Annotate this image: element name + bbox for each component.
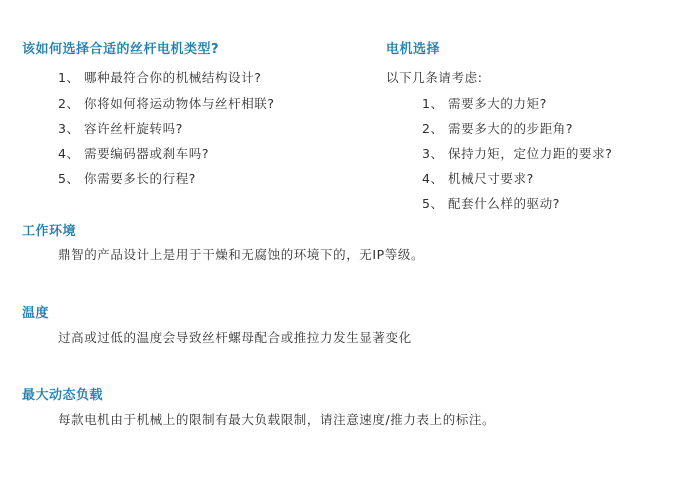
list-item	[58, 94, 275, 112]
list-item-text: 保持力矩，定位力距的要求?	[448, 146, 613, 161]
list-item-number: 3、	[422, 146, 444, 161]
list-item-number: 2、	[58, 96, 80, 111]
list-item-text: 需要多大的的步距角?	[448, 121, 574, 136]
list-item	[422, 94, 547, 112]
list-item-text: 容许丝杆旋转吗?	[84, 121, 183, 136]
list-item-number: 2、	[422, 121, 444, 136]
list-item-number: 4、	[58, 146, 80, 161]
list-item	[58, 144, 209, 162]
temperature-text: 过高或过低的温度会导致丝杆螺母配合或推拉力发生显著变化	[58, 330, 412, 345]
list-item-number: 1、	[422, 96, 444, 111]
max-load-text: 每款电机由于机械上的限制有最大负载限制，请注意速度/推力表上的标注。	[58, 412, 496, 427]
motor-selection-heading: 电机选择	[386, 42, 441, 57]
list-item-text: 需要多大的力矩?	[448, 96, 547, 111]
list-item	[422, 194, 560, 212]
list-item-text: 你需要多长的行程?	[84, 171, 197, 186]
list-item	[422, 119, 573, 137]
environment-heading: 工作环境	[22, 224, 77, 239]
temperature-heading: 温度	[22, 306, 50, 321]
list-item-text: 哪种最符合你的机械结构设计?	[84, 70, 262, 85]
motor-type-heading: 该如何选择合适的丝杆电机类型?	[22, 42, 220, 57]
list-item-number: 3、	[58, 121, 80, 136]
environment-text: 鼎智的产品设计上是用于干燥和无腐蚀的环境下的，无IP等级。	[58, 247, 425, 262]
max-load-heading: 最大动态负载	[22, 388, 104, 403]
motor-selection-intro: 以下几条请考虑:	[386, 70, 483, 85]
list-item	[422, 144, 612, 162]
list-item-text: 机械尺寸要求?	[448, 171, 534, 186]
list-item-text: 你将如何将运动物体与丝杆相联?	[84, 96, 275, 111]
list-item-number: 1、	[58, 70, 80, 85]
list-item-number: 5、	[58, 171, 80, 186]
list-item-number: 5、	[422, 196, 444, 211]
list-item	[58, 169, 196, 187]
list-item-number: 4、	[422, 171, 444, 186]
list-item-text: 配套什么样的驱动?	[448, 196, 561, 211]
list-item-text: 需要编码器或刹车吗?	[84, 146, 210, 161]
list-item	[58, 119, 183, 137]
list-item	[58, 68, 262, 86]
list-item	[422, 169, 534, 187]
